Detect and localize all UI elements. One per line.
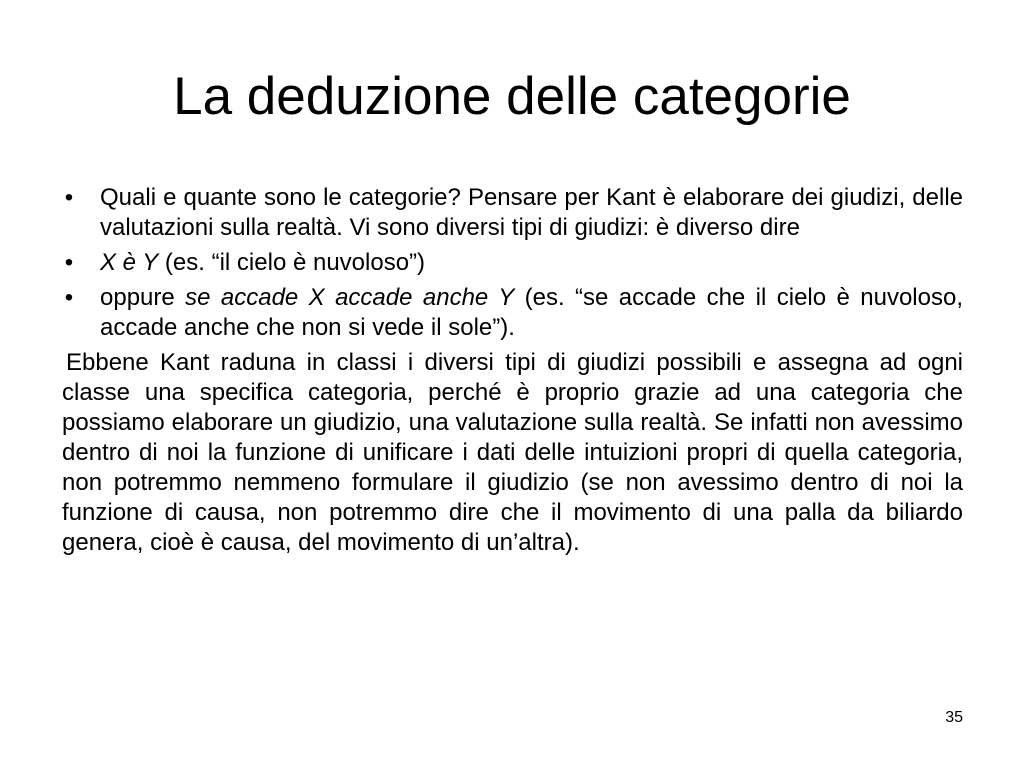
bullet-item [62,283,963,343]
bullet-icon: • [64,249,74,276]
bullet-item [62,248,963,278]
bullet-list [62,183,963,343]
bullet-text: (es. “il cielo è nuvoloso”) [158,249,426,276]
bullet-text: (es. “se accade che il cielo è nuvoloso, accade anche che non si vede il sole”). [100,284,963,341]
slide-title: La deduzione delle categorie [173,67,851,126]
bullet-icon: • [64,184,74,211]
bullet-text: Quali e quante sono le categorie? Pensare per Kant è elaborare dei giudizi, delle valutazioni sulla realtà. Vi sono diversi tipi di giudizi: è diverso dire [100,184,963,241]
page-number: 35 [945,709,963,726]
slide-body [62,183,963,558]
bullet-lead-text: oppure [100,284,186,311]
bullet-icon: • [64,284,74,311]
bullet-italic-text: X è Y [100,249,159,276]
bullet-italic-text: se accade X accade anche Y [185,284,515,311]
bullet-item [62,183,963,243]
body-paragraph: Ebbene Kant raduna in classi i diversi tipi di giudizi possibili e assegna ad ogni classe una specifica categoria, perché è proprio grazie ad una categoria che possiamo elaborare un giudizio, una valutazione sulla realtà. Se infatti non avessimo dentro di noi la funzione di unificare i dati delle intuizioni propri di quella categoria, non potremmo nemmeno formulare il giudizio (se non avessimo dentro di noi la funzione di causa, non potremmo dire che il movimento di una palla da biliardo genera, cioè è causa, del movimento di un’altra). [62,349,963,556]
